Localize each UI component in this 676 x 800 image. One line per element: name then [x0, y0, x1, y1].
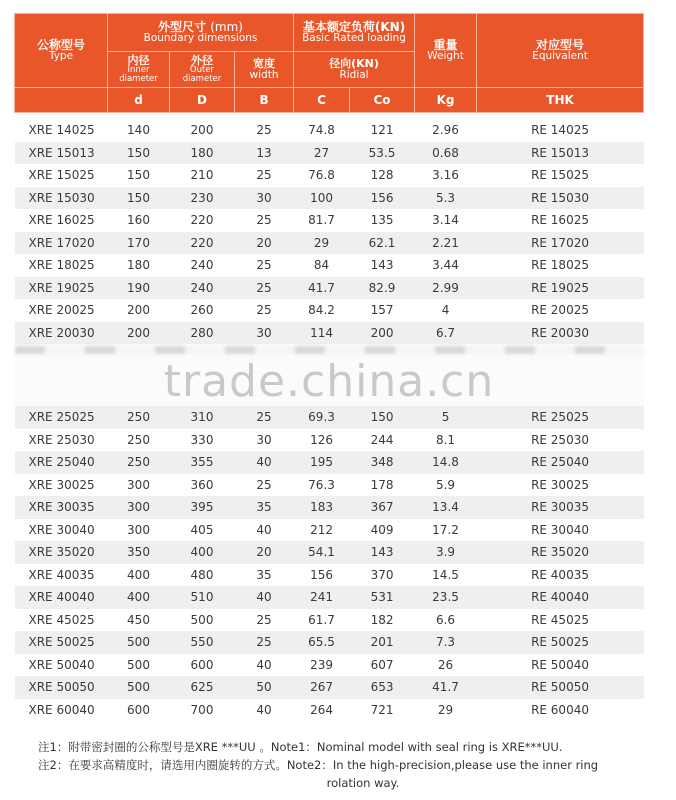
header-outer: 外径 Outer diameter — [170, 52, 235, 88]
note-2-continued: rolation way. — [326, 776, 400, 790]
cell-model: XRE 50050 — [15, 676, 108, 699]
cell-model: XRE 25040 — [15, 451, 108, 474]
cell-co: 531 — [350, 586, 415, 609]
cell-d: 510 — [170, 586, 235, 609]
cell-d: 400 — [170, 541, 235, 564]
cell-model: XRE 15030 — [15, 187, 108, 210]
header-sym-C: C — [294, 88, 350, 113]
cell-kg: 5.9 — [415, 474, 477, 497]
cell-c: 61.7 — [294, 609, 350, 632]
blurred-strip — [15, 346, 644, 354]
cell-d: 480 — [170, 564, 235, 587]
cell-model: XRE 50040 — [15, 654, 108, 677]
cell-b: 25 — [235, 254, 294, 277]
header-inner: 内径 Inner diameter — [108, 52, 170, 88]
cell-thk: RE 17020 — [477, 232, 644, 255]
cell-co: 409 — [350, 519, 415, 542]
header-sym-blank — [15, 88, 108, 113]
cell-thk: RE 50025 — [477, 631, 644, 654]
note-1: 注1：附带密封圈的公称型号是XRE ***UU 。Note1：Nominal model with seal ring is XRE***UU. — [38, 740, 563, 754]
cell-model: XRE 50025 — [15, 631, 108, 654]
cell-kg: 3.16 — [415, 164, 477, 187]
cell-c: 183 — [294, 496, 350, 519]
cell-model: XRE 17020 — [15, 232, 108, 255]
watermark: trade.china.cn — [163, 356, 495, 407]
table-row — [15, 609, 644, 632]
cell-b: 35 — [235, 564, 294, 587]
cell-kg: 3.9 — [415, 541, 477, 564]
cell-co: 128 — [350, 164, 415, 187]
cell-c: 65.5 — [294, 631, 350, 654]
cell-kg: 4 — [415, 299, 477, 322]
cell-b: 35 — [235, 496, 294, 519]
cell-kg: 29 — [415, 699, 477, 722]
cell-kg: 3.14 — [415, 209, 477, 232]
cell-model: XRE 16025 — [15, 209, 108, 232]
cell-b: 40 — [235, 519, 294, 542]
cell-c: 212 — [294, 519, 350, 542]
cell-d: 360 — [170, 474, 235, 497]
cell-co: 370 — [350, 564, 415, 587]
cell-c: 74.8 — [294, 119, 350, 142]
cell-co: 182 — [350, 609, 415, 632]
cell-model: XRE 14025 — [15, 119, 108, 142]
header-sym-B: B — [235, 88, 294, 113]
cell-kg: 6.7 — [415, 322, 477, 345]
cell-model: XRE 25025 — [15, 406, 108, 429]
cell-thk: RE 15025 — [477, 164, 644, 187]
cell-co: 244 — [350, 429, 415, 452]
cell-b: 25 — [235, 631, 294, 654]
cell-kg: 3.44 — [415, 254, 477, 277]
cell-thk: RE 30025 — [477, 474, 644, 497]
cell-co: 156 — [350, 187, 415, 210]
cell-co: 201 — [350, 631, 415, 654]
cell-b: 25 — [235, 119, 294, 142]
cell-d: 170 — [108, 232, 170, 255]
cell-d: 220 — [170, 209, 235, 232]
cell-c: 239 — [294, 654, 350, 677]
cell-kg: 0.68 — [415, 142, 477, 165]
header-width: 宽度 width — [235, 52, 294, 88]
cell-thk: RE 20025 — [477, 299, 644, 322]
cell-kg: 23.5 — [415, 586, 477, 609]
table-row — [15, 474, 644, 497]
cell-d: 250 — [108, 406, 170, 429]
cell-d: 500 — [108, 631, 170, 654]
cell-co: 62.1 — [350, 232, 415, 255]
cell-b: 25 — [235, 164, 294, 187]
table-body-top — [15, 113, 644, 345]
cell-b: 30 — [235, 322, 294, 345]
cell-d: 700 — [170, 699, 235, 722]
cell-kg: 41.7 — [415, 676, 477, 699]
cell-d: 140 — [108, 119, 170, 142]
cell-co: 143 — [350, 254, 415, 277]
cell-model: XRE 18025 — [15, 254, 108, 277]
table-row — [15, 699, 644, 722]
cell-co: 82.9 — [350, 277, 415, 300]
cell-b: 25 — [235, 209, 294, 232]
cell-b: 25 — [235, 474, 294, 497]
table-row — [15, 451, 644, 474]
table-row — [15, 564, 644, 587]
cell-thk: RE 25030 — [477, 429, 644, 452]
cell-c: 156 — [294, 564, 350, 587]
cell-kg: 13.4 — [415, 496, 477, 519]
cell-d: 190 — [108, 277, 170, 300]
cell-d: 500 — [108, 676, 170, 699]
cell-co: 200 — [350, 322, 415, 345]
cell-co: 121 — [350, 119, 415, 142]
cell-thk: RE 19025 — [477, 277, 644, 300]
cell-c: 264 — [294, 699, 350, 722]
cell-kg: 5 — [415, 406, 477, 429]
cell-d: 400 — [108, 564, 170, 587]
header-sym-kg: Kg — [415, 88, 477, 113]
cell-d: 250 — [108, 451, 170, 474]
cell-model: XRE 60040 — [15, 699, 108, 722]
table-row — [15, 406, 644, 429]
cell-d: 500 — [108, 654, 170, 677]
cell-thk: RE 45025 — [477, 609, 644, 632]
notes — [38, 738, 638, 792]
table-row — [15, 232, 644, 255]
header-weight: 重量 Weight — [415, 14, 477, 88]
cell-co: 53.5 — [350, 142, 415, 165]
header-equivalent: 对应型号 Equivalent — [477, 14, 644, 88]
cell-b: 25 — [235, 406, 294, 429]
cell-thk: RE 60040 — [477, 699, 644, 722]
table-watermark-section — [15, 344, 644, 406]
table-row — [15, 254, 644, 277]
header-sym-Co: Co — [350, 88, 415, 113]
cell-d: 230 — [170, 187, 235, 210]
cell-co: 721 — [350, 699, 415, 722]
cell-c: 114 — [294, 322, 350, 345]
cell-co: 367 — [350, 496, 415, 519]
cell-model: XRE 30040 — [15, 519, 108, 542]
cell-thk: RE 40035 — [477, 564, 644, 587]
cell-b: 20 — [235, 541, 294, 564]
cell-kg: 7.3 — [415, 631, 477, 654]
table-row — [15, 676, 644, 699]
cell-d: 355 — [170, 451, 235, 474]
cell-model: XRE 40040 — [15, 586, 108, 609]
cell-kg: 14.5 — [415, 564, 477, 587]
header-sym-d: d — [108, 88, 170, 113]
cell-model: XRE 20030 — [15, 322, 108, 345]
header-load: 基本额定负荷(KN) Basic Rated loading — [294, 14, 415, 52]
cell-co: 348 — [350, 451, 415, 474]
cell-kg: 6.6 — [415, 609, 477, 632]
cell-thk: RE 30040 — [477, 519, 644, 542]
cell-co: 653 — [350, 676, 415, 699]
cell-thk: RE 15013 — [477, 142, 644, 165]
cell-kg: 26 — [415, 654, 477, 677]
cell-d: 600 — [170, 654, 235, 677]
header-sym-thk: THK — [477, 88, 644, 113]
header-boundary: 外型尺寸 (mm) Boundary dimensions — [108, 14, 294, 52]
table-row — [15, 519, 644, 542]
cell-b: 30 — [235, 187, 294, 210]
cell-b: 30 — [235, 429, 294, 452]
cell-model: XRE 30025 — [15, 474, 108, 497]
table-row — [15, 187, 644, 210]
cell-kg: 8.1 — [415, 429, 477, 452]
cell-kg: 5.3 — [415, 187, 477, 210]
cell-b: 25 — [235, 609, 294, 632]
cell-d: 395 — [170, 496, 235, 519]
cell-d: 400 — [108, 586, 170, 609]
cell-thk: RE 35020 — [477, 541, 644, 564]
cell-d: 300 — [108, 496, 170, 519]
cell-d: 200 — [108, 322, 170, 345]
cell-kg: 2.99 — [415, 277, 477, 300]
cell-d: 405 — [170, 519, 235, 542]
cell-c: 195 — [294, 451, 350, 474]
cell-b: 50 — [235, 676, 294, 699]
cell-thk: RE 25025 — [477, 406, 644, 429]
cell-d: 600 — [108, 699, 170, 722]
cell-c: 100 — [294, 187, 350, 210]
cell-b: 25 — [235, 277, 294, 300]
cell-d: 180 — [170, 142, 235, 165]
table-row — [15, 142, 644, 165]
cell-d: 450 — [108, 609, 170, 632]
cell-c: 41.7 — [294, 277, 350, 300]
table-row — [15, 631, 644, 654]
cell-c: 69.3 — [294, 406, 350, 429]
cell-co: 150 — [350, 406, 415, 429]
cell-model: XRE 35020 — [15, 541, 108, 564]
cell-thk: RE 50050 — [477, 676, 644, 699]
table-header — [15, 14, 644, 113]
cell-b: 13 — [235, 142, 294, 165]
cell-co: 607 — [350, 654, 415, 677]
cell-d: 500 — [170, 609, 235, 632]
cell-c: 81.7 — [294, 209, 350, 232]
cell-d: 260 — [170, 299, 235, 322]
spec-table — [14, 13, 644, 721]
cell-model: XRE 30035 — [15, 496, 108, 519]
cell-thk: RE 15030 — [477, 187, 644, 210]
cell-model: XRE 15013 — [15, 142, 108, 165]
cell-d: 280 — [170, 322, 235, 345]
header-sym-D: D — [170, 88, 235, 113]
cell-c: 126 — [294, 429, 350, 452]
cell-model: XRE 40035 — [15, 564, 108, 587]
cell-b: 40 — [235, 699, 294, 722]
cell-b: 40 — [235, 654, 294, 677]
cell-kg: 14.8 — [415, 451, 477, 474]
cell-model: XRE 20025 — [15, 299, 108, 322]
cell-co: 157 — [350, 299, 415, 322]
cell-d: 150 — [108, 142, 170, 165]
cell-d: 150 — [108, 164, 170, 187]
table-row — [15, 299, 644, 322]
cell-c: 76.8 — [294, 164, 350, 187]
table-body-bottom — [15, 406, 644, 721]
cell-kg: 17.2 — [415, 519, 477, 542]
cell-thk: RE 18025 — [477, 254, 644, 277]
cell-thk: RE 25040 — [477, 451, 644, 474]
cell-co: 143 — [350, 541, 415, 564]
cell-co: 135 — [350, 209, 415, 232]
cell-model: XRE 19025 — [15, 277, 108, 300]
cell-thk: RE 20030 — [477, 322, 644, 345]
table-row — [15, 496, 644, 519]
note-2: 注2：在要求高精度时，请选用内圈旋转的方式。Note2：In the high-precision,please use the inner ring — [38, 758, 599, 772]
table-row — [15, 586, 644, 609]
cell-d: 200 — [108, 299, 170, 322]
cell-c: 84 — [294, 254, 350, 277]
cell-b: 20 — [235, 232, 294, 255]
blurred-row — [15, 344, 644, 406]
cell-d: 350 — [108, 541, 170, 564]
table-row — [15, 654, 644, 677]
cell-model: XRE 25030 — [15, 429, 108, 452]
cell-d: 550 — [170, 631, 235, 654]
cell-thk: RE 50040 — [477, 654, 644, 677]
cell-c: 29 — [294, 232, 350, 255]
cell-d: 210 — [170, 164, 235, 187]
cell-thk: RE 40040 — [477, 586, 644, 609]
cell-d: 180 — [108, 254, 170, 277]
cell-d: 300 — [108, 474, 170, 497]
cell-thk: RE 16025 — [477, 209, 644, 232]
cell-d: 220 — [170, 232, 235, 255]
table-row — [15, 322, 644, 345]
cell-kg: 2.96 — [415, 119, 477, 142]
cell-d: 300 — [108, 519, 170, 542]
header-radial: 径向(KN) Ridial — [294, 52, 415, 88]
cell-kg: 2.21 — [415, 232, 477, 255]
cell-c: 76.3 — [294, 474, 350, 497]
cell-d: 200 — [170, 119, 235, 142]
cell-thk: RE 14025 — [477, 119, 644, 142]
cell-b: 25 — [235, 299, 294, 322]
cell-d: 160 — [108, 209, 170, 232]
cell-c: 241 — [294, 586, 350, 609]
table-row — [15, 541, 644, 564]
table-row — [15, 209, 644, 232]
cell-d: 310 — [170, 406, 235, 429]
cell-model: XRE 15025 — [15, 164, 108, 187]
cell-d: 150 — [108, 187, 170, 210]
cell-model: XRE 45025 — [15, 609, 108, 632]
table-row — [15, 164, 644, 187]
cell-c: 84.2 — [294, 299, 350, 322]
table-row — [15, 277, 644, 300]
cell-d: 240 — [170, 254, 235, 277]
cell-c: 27 — [294, 142, 350, 165]
cell-b: 40 — [235, 451, 294, 474]
cell-d: 250 — [108, 429, 170, 452]
cell-co: 178 — [350, 474, 415, 497]
table-row — [15, 429, 644, 452]
header-model: 公称型号 Type — [15, 14, 108, 88]
cell-d: 240 — [170, 277, 235, 300]
cell-d: 330 — [170, 429, 235, 452]
cell-c: 267 — [294, 676, 350, 699]
table-row — [15, 119, 644, 142]
cell-thk: RE 30035 — [477, 496, 644, 519]
cell-c: 54.1 — [294, 541, 350, 564]
cell-d: 625 — [170, 676, 235, 699]
cell-b: 40 — [235, 586, 294, 609]
